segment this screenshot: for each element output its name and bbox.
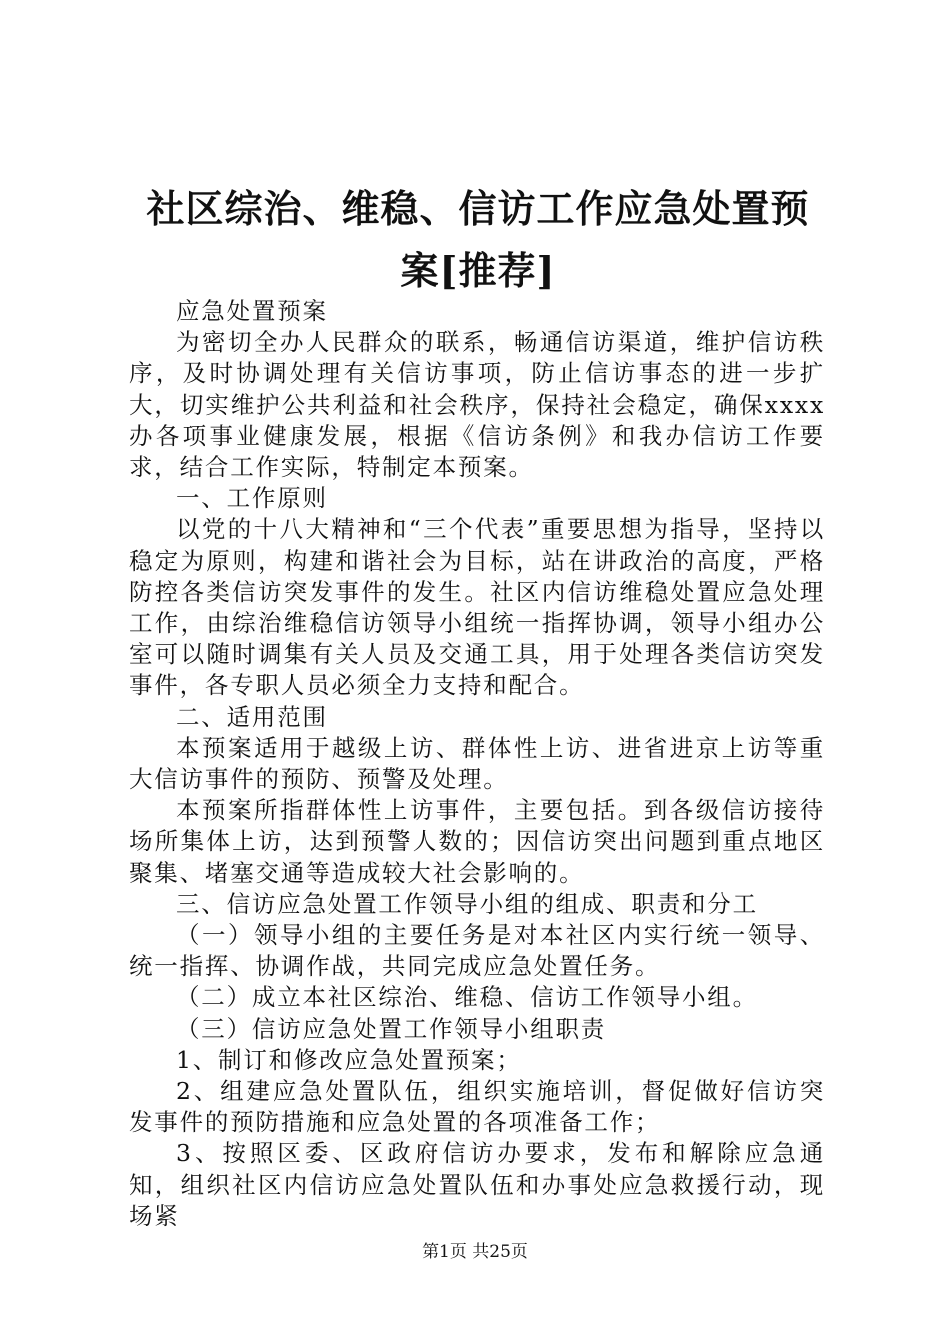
paragraph-intro: 为密切全办人民群众的联系，畅通信访渠道，维护信访秩序，及时协调处理有关信访事项，防止信访事态的进一步扩大，切实维护公共利益和社会秩序，保持社会稳定，确保xxxx办各项事业健康发展，根据《信访条例》和我办信访工作要求，结合工作实际，特制定本预案。: [129, 328, 825, 482]
section-heading-principles: 一、工作原则: [176, 484, 328, 513]
section-heading-leadership: 三、信访应急处置工作领导小组的组成、职责和分工: [176, 889, 758, 918]
paragraph-leadership-group: （二）成立本社区综治、维稳、信访工作领导小组。: [176, 983, 758, 1012]
paragraph-principles: 以党的十八大精神和“三个代表”重要思想为指导，坚持以稳定为原则，构建和谐社会为目标，站在讲政治的高度，严格防控各类信访突发事件的发生。社区内信访维稳处置应急处理工作，由综治维稳信访领导小组统一指挥协调，领导小组办公室可以随时调集有关人员及交通工具，用于处理各类信访突发事件，各专职人员必须全力支持和配合。: [129, 515, 825, 700]
page-number: 第1页 共25页: [422, 1242, 528, 1262]
section-heading-scope: 二、适用范围: [176, 702, 328, 731]
list-item-3: 3、按照区委、区政府信访办要求，发布和解除应急通知，组织社区内信访应急处置队伍和办事处应急救援行动，现场紧: [129, 1139, 825, 1230]
document-title: 社区综治、维稳、信访工作应急处置预案[推荐]: [146, 186, 810, 293]
paragraph-scope: 本预案适用于越级上访、群体性上访、进省进京上访等重大信访事件的预防、预警及处理。: [129, 733, 825, 794]
list-item-2: 2、组建应急处置队伍，组织实施培训，督促做好信访突发事件的预防措施和应急处置的各项准备工作；: [129, 1077, 825, 1137]
list-item-1: 1、制订和修改应急处置预案；: [176, 1045, 522, 1074]
document-body: [129, 296, 825, 1232]
paragraph-group-petition: 本预案所指群体性上访事件，主要包括。到各级信访接待场所集体上访，达到预警人数的；因信访突出问题到重点地区聚集、堵塞交通等造成较大社会影响的。: [129, 796, 825, 887]
paragraph-heading-plan: 应急处置预案: [176, 297, 328, 325]
paragraph-leadership-task: （一）领导小组的主要任务是对本社区内实行统一领导、统一指挥、协调作战，共同完成应急处置任务。: [129, 921, 825, 981]
paragraph-leadership-duties: （三）信访应急处置工作领导小组职责: [176, 1014, 607, 1043]
